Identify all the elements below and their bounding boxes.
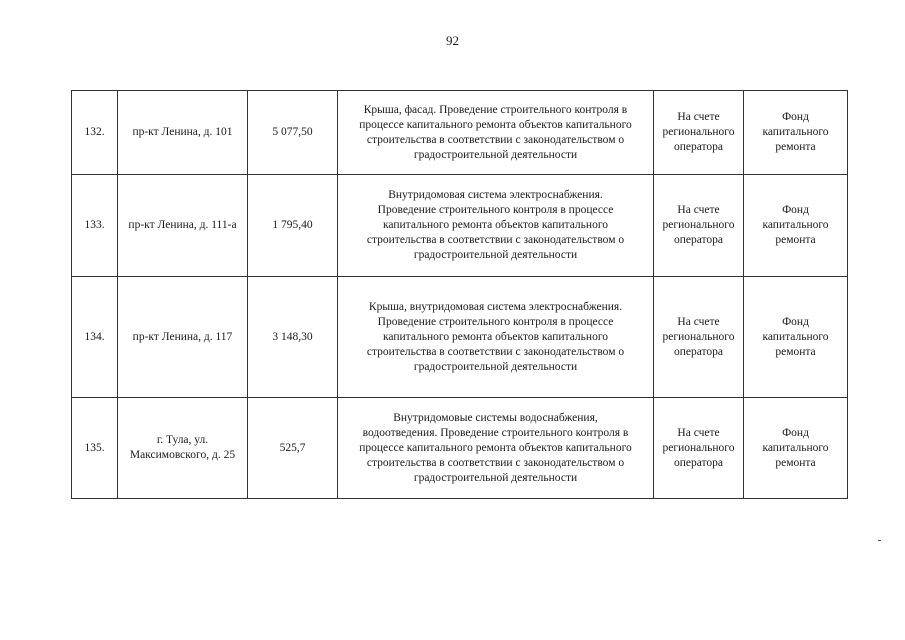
address-text: пр-кт Ленина, д. 101 (132, 126, 233, 138)
row-number: 133. (72, 175, 118, 277)
table-row (72, 175, 848, 277)
row-fund (744, 398, 848, 499)
row-number: 135. (72, 398, 118, 499)
row-description (338, 91, 654, 175)
row-source (654, 91, 744, 175)
repair-works-table (71, 90, 848, 499)
table-row (72, 398, 848, 499)
description-text: Крыша, внутридомовая система электроснабжения. Проведение строительного контроля в процессе капитального ремонта объектов капитального строительства в соответствии с законодательством о градостроительной деятельности (366, 300, 625, 373)
fund-text: Фонд капитального ремонта (762, 204, 829, 246)
row-address (118, 91, 248, 175)
row-amount: 525,7 (248, 398, 338, 499)
row-address (118, 398, 248, 499)
description-text: Крыша, фасад. Проведение строительного контроля в процессе капитального ремонта объектов капитального строительства в соответствии с законодательством о градостроительной деятельности (359, 103, 632, 161)
row-source (654, 277, 744, 398)
source-text: На счете регионального оператора (662, 315, 735, 358)
source-text: На счете регионального оператора (662, 204, 735, 246)
source-text: На счете регионального оператора (662, 426, 735, 469)
page-number: 92 (446, 33, 459, 48)
row-description (338, 398, 654, 499)
row-fund (744, 91, 848, 175)
address-text: г. Тула, ул. Максимовского, д. 25 (129, 434, 236, 461)
row-source (654, 175, 744, 277)
row-amount: 5 077,50 (248, 91, 338, 175)
row-address (118, 175, 248, 277)
scan-speck (878, 540, 881, 541)
address-text: пр-кт Ленина, д. 117 (132, 330, 233, 343)
address-text: пр-кт Ленина, д. 111-а (128, 219, 237, 231)
row-description (338, 175, 654, 277)
row-source (654, 398, 744, 499)
row-description (338, 277, 654, 398)
row-fund (744, 277, 848, 398)
row-address (118, 277, 248, 398)
row-number: 132. (72, 91, 118, 175)
row-fund (744, 175, 848, 277)
row-amount: 1 795,40 (248, 175, 338, 277)
description-text: Внутридомовые системы водоснабжения, водоотведения. Проведение строительного контроля в процессе капитального ремонта объектов капитального строительства в соответствии с законодательством о градостроительной деятельности (359, 411, 632, 484)
row-number: 134. (72, 277, 118, 398)
fund-text: Фонд капитального ремонта (762, 111, 829, 153)
description-text: Внутридомовая система электроснабжения. Проведение строительного контроля в процессе капитального ремонта объектов капитального строительства в соответствии с законодательством о градостроительной деятельности (366, 189, 625, 261)
source-text: На счете регионального оператора (662, 111, 735, 153)
row-amount: 3 148,30 (248, 277, 338, 398)
table-row (72, 277, 848, 398)
table-row (72, 91, 848, 175)
fund-text: Фонд капитального ремонта (762, 315, 829, 358)
fund-text: Фонд капитального ремонта (762, 426, 829, 469)
